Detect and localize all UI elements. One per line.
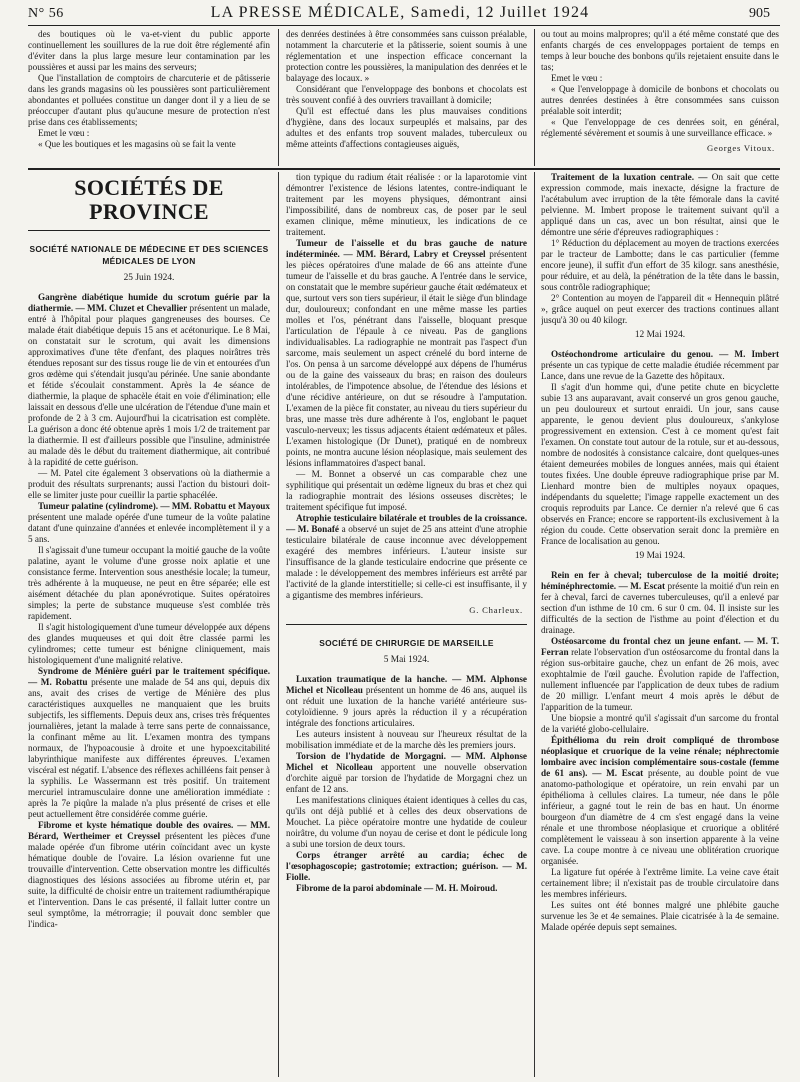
lyon-reports (28, 292, 270, 930)
header-rule (28, 25, 780, 26)
report-text: présente une malade de 54 ans qui, depuis dix ans, avait des crises de vertige de Ménière des plus caractéristiques auxquelles ne manquaient que les bruits subjectifs, les sifflements. Depuis deux ans, crises très fréquentes journalières, jetant la malade à terre sans perte de connaissance, la confinant même au lit. L'examen montra des tympans normaux, de l'hypoacousie à droite et une hypoexcitabilité labyrinthique manifeste aux différentes épreuves. L'examen viscéral est négatif. L'absence des réflexes achilléens fait penser à la syphilis. Le Wassermann est très positif. Un traitement mercuriel intramusculaire donne une amélioration immédiate : après la 7e piqûre la malade n'a plus présenté de crises et elle peut actuellement être considérée comme guérie. (28, 677, 270, 819)
column-1 (28, 172, 270, 1077)
report-text: On sait que cette expression commode, mais inexacte, désigne la fracture de l'acétabulum avec irruption de la tête fémorale dans la cavité pelvienne. M. Imbert propose le traitement suivant qu'il a appliqué dans un cas, avec un bon résultat, ainsi que le démontre une série d'épreuves radiographiques : (541, 172, 779, 237)
report-heading: Ostéosarcome du frontal chez un jeune enfant. — M. T. Ferran (541, 636, 779, 657)
report-paragraph (541, 735, 779, 867)
report-paragraph (28, 545, 270, 622)
report-paragraph (286, 729, 527, 751)
top-column-3 (541, 29, 779, 166)
lyon-reports-continued (286, 172, 527, 601)
report-text: 2° Contention au moyen de l'appareil dit « Hennequin plâtré », grâce auquel on peut exercer des tractions continues allant jusqu'à 30 ou 40 kilogr. (541, 293, 779, 325)
section-rule (28, 168, 780, 170)
running-head (0, 0, 800, 26)
report-text: — M. Patel cite également 3 observations où la diathermie a produit des résultats surprenants; aussi l'action du bistouri doit-elle se limiter juste pour cueillir la partie sphacélée. (28, 468, 270, 500)
column-3 (541, 172, 779, 1077)
report-paragraph (28, 501, 270, 545)
society-lyon: SOCIÉTÉ NATIONALE DE MÉDECINE ET DES SCIENCES MÉDICALES DE LYON (29, 244, 269, 266)
top-column-1 (28, 29, 270, 166)
report-paragraph (286, 513, 527, 601)
signature-charleux: G. Charleux. (469, 605, 523, 615)
column-divider (534, 172, 535, 1077)
column-divider (278, 172, 279, 1077)
report-heading: Luxation traumatique de la hanche. — MM. Alphonse Michel et Nicolleau (286, 674, 527, 695)
report-paragraph (541, 349, 779, 382)
date-lyon: 25 Juin 1924. (123, 273, 175, 283)
marseille-reports (286, 674, 527, 894)
date-marseille: 5 Mai 1924. (383, 655, 430, 665)
top-col1-p1: des boutiques où le va-et-vient du public apporte continuellement les souillures de la rue doit être réglementé afin d'éviter dans la plus large mesure leur contamination par les poussières et aussi par les mains des serveurs; (28, 29, 270, 72)
top-column-2 (286, 29, 527, 166)
report-heading: Gangrène diabétique humide du scrotum guérie par la diathermie. — MM. Cluzet et Chevallier (28, 292, 270, 313)
report-paragraph (541, 713, 779, 735)
report-paragraph (28, 666, 270, 820)
column-divider (534, 29, 535, 166)
report-text: présentent un malade, entré à l'hôpital pour plaques gangreneuses des bourses. Ce malade était diabétique depuis 15 ans et acétonurique. Le 8 Mai, on constatait sur le scrotum, qui avait les dimensions approximatives d'une tête d'enfant, des plaques noirâtres très étendues reposant sur des tissus rouge lie de vin et entourées d'un gros œdème qui s'étendait jusqu'au périnée. Une sanie abondante et fétide s'écoulait constamment. Après la 4e séance de diathermie, la plaque de sphacèle était en voie d'élimination; elle laissait en dessous d'elle une ulcération de l'étendue d'une main et profonde de 2 à 3 cm. Aujourd'hui la cicatrisation est complète. La guérison a donc été obtenue après 1 mois 1/2 de traitement par la diathermie. Il est d'ailleurs possible que l'insuline, administrée au malade dès le début du traitement diathermique, ait contribué à la rapidité de cette guérison. (28, 303, 270, 467)
top-col2-p3: Qu'il est effectué dans les plus mauvaises conditions d'hygiène, dans des locaux surpeuplés et malsains, par des adultes et des enfants trop souvent malades, tuberculeux ou même atteints d'affections contagieuses aiguës, (286, 106, 527, 149)
report-text: apportent une nouvelle observation d'orchite aiguë par torsion de l'hydatide de Morgagni chez un enfant de 12 ans. (286, 762, 527, 794)
report-text: relate l'observation d'un ostéosarcome du frontal dans la région sus-orbitaire gauche, chez un enfant de 26 mois, avec exophtalmie de l'œil gauche. Évolution rapide de l'affection, nullement influencée par l'application de deux tubes de radium de 20 milligr. L'enfant meurt 4 mois après le début de l'apparition de la tumeur. (541, 647, 779, 712)
report-text: Les suites ont été bonnes malgré une phlébite gauche survenue les 3e et 4e semaines. Plaie cicatrisée à la 4e semaine. Malade opérée depuis sept semaines. (541, 900, 779, 932)
report-text: La ligature fut opérée à l'extrême limite. La veine cave était certainement libre; il n'existait pas de trouble circulatoire dans les membres inférieurs. (541, 867, 779, 899)
top-col1-p3: Emet le vœu : (38, 128, 90, 138)
signature-vitoux: Georges Vitoux. (707, 143, 775, 153)
top-col2-p1: des denrées destinées à être consommées sans cuisson préalable, notamment la charcuterie et la pâtisserie, soient soumis à une réglementation et une inspection efficace concernant la protection contre les poussières, la manipulation des denrées et le balayage des locaux. » (286, 29, 527, 83)
report-heading: Fibrome de la paroi abdominale — M. H. Moiroud. (296, 883, 498, 893)
top-col3-p3: « Que l'enveloppage à domicile de bonbons et chocolats ou autres denrées destinées à être consommées sans cuisson préalable soit interdit; (541, 84, 779, 116)
reports-12-mai (541, 349, 779, 547)
report-paragraph (541, 238, 779, 293)
report-paragraph (286, 172, 527, 238)
report-text: présente la moitié d'un rein en fer à cheval, farci de cavernes tuberculeuses, qu'il a enlevé par section d'un isthme de 10 cm. 6 sur 0 cm. 04. Il insiste sur les difficultés de la section de l'isthme au point d'élection et du drainage. (541, 581, 779, 635)
report-paragraph (541, 172, 779, 238)
report-text: tion typique du radium était réalisée : or la laparotomie vint démontrer l'existence de lésions latentes, contre-indiquant le traitement par les moyens physiques, démontrant ainsi l'impossibilité, dans de nombreux cas, de poser par le seul examen clinique, même minutieux, les indications de ce traitement. (286, 172, 527, 237)
reports-19-mai (541, 570, 779, 933)
report-heading: Épithélioma du rein droit compliqué de thrombose néoplasique et cruorique de la veine rénale; néphrectomie lombaire avec incision complémentaire sous-costale (femme de 61 ans). — M. Escat (541, 735, 779, 778)
report-paragraph (286, 751, 527, 795)
report-heading: Torsion de l'hydatide de Morgagni. — MM. Alphonse Michel et Nicolleau (286, 751, 527, 772)
journal-title: LA PRESSE MÉDICALE, Samedi, 12 Juillet 1924 (210, 4, 590, 21)
report-paragraph (28, 292, 270, 468)
report-paragraph (541, 293, 779, 326)
report-text: a observé un sujet de 25 ans atteint d'une atrophie testiculaire bilatérale de cause inconnue avec développement exagéré des membres inférieurs. L'auteur insiste sur l'insuffisance de la glande testiculaire endocrine que présente ce malade : le développement des membres inférieurs est arrêté par l'activité de la glande interstitielle; si celle-ci est insuffisante, il y a gigantisme des membres inférieurs. (286, 524, 527, 600)
report-heading: Corps étranger arrêté au cardia; échec de l'œsophagoscopie; gastrotomie; extraction; guérison. — M. Fiolle. (286, 850, 527, 882)
report-heading: Atrophie testiculaire bilatérale et troubles de la croissance. — M. Bonafé (286, 513, 527, 534)
report-text: présentent une malade opérée d'une tumeur de la voûte palatine datant d'une quinzaine d'années et enlevée incomplètement il y a 5 ans. (28, 512, 270, 544)
date-19-mai: 19 Mai 1924. (634, 551, 686, 561)
folio: 905 (749, 6, 770, 21)
report-text: Les auteurs insistent à nouveau sur l'heureux résultat de la mobilisation immédiate et de la marche dès les premiers jours. (286, 729, 527, 750)
report-paragraph (286, 674, 527, 729)
report-text: Il s'agit histologiquement d'une tumeur développée aux dépens des glandes muqueuses et qui doit être classée parmi les cylindromes; cette tumeur est bénigne cliniquement, mais histologiquement d'une malignité relative. (28, 622, 270, 665)
title-rule (28, 230, 270, 231)
report-text: présentent un homme de 46 ans, auquel ils ont réduit une luxation de la hanche variété antérieure sus-cotyloïdienne. 9 jours après la réduction il y a récupération intégrale des fonctions articulaires. (286, 685, 527, 728)
report-paragraph (541, 382, 779, 547)
report-text: Il s'agissait d'une tumeur occupant la moitié gauche de la voûte palatine, ayant le volume d'une grosse noix aplatie et une consistance ferme. Intervention sous anesthésie locale; la tumeur, très adhérente à la muqueuse, ne peut en être séparée; elle est aisément détachée du plan aponévrotique. Suites opératoires simples; la perte de substance muqueuse s'est comblée très rapidement. (28, 545, 270, 621)
report-heading: Traitement de la luxation centrale. — (551, 172, 708, 182)
report-heading: Tumeur de l'aisselle et du bras gauche de nature indéterminée. — MM. Bérard, Labry et Creyssel (286, 238, 527, 259)
top-col1-p4: « Que les boutiques et les magasins où se fait la vente (38, 139, 236, 149)
report-text: 1° Réduction du déplacement au moyen de tractions exercées par le tracteur de Lambotte; dans le cas particulier (femme encore jeune), il suffit d'un effort de 35 kilogr. sans anesthésie, pour réduire, et au delà, la pénétration de la tête dans le bassin, sous contrôle radiographique; (541, 238, 779, 292)
report-paragraph (541, 636, 779, 713)
report-text: présentent les pièces opératoires d'une malade de 66 ans atteinte d'une tumeur de l'aisselle et du bras gauche. A l'entrée dans le service, on constatait que le membre supérieur gauche était œdémateux et que, surtout vers son tiers supérieur, il était le siège d'un blindage dur, douloureux; confondant en une même masse les parties molles et l'os, pénétrant dans l'aisselle, bloquant presque l'articulation de l'épaule à ce niveau. Pas de ganglions individualisables. La radiographie ne montrait pas l'aspect d'un sarcome, mais seulement un aspect crénelé du bord interne de l'os. On pensa à un sarcome développé aux dépens de l'humérus ou de la gaine des vaisseaux du bras; en raison des douleurs intolérables, de l'impotence absolue, de l'étendue des lésions et d'une récidive antérieure, on dut se résoudre à l'amputation. L'examen de la pièce fit constater, au niveau du tiers supérieur du bras, une masse très dure adhérente à l'os, englobant le paquet vasculo-nerveux; les tissus adjacents étaient œdémateux et pâles. L'examen histologique (Dr Dunet), pratiqué en de nombreux points, ne montra aucune lésion néoplasique, mais seulement des lésions inflammatoires d'aspect banal. (286, 249, 527, 468)
report-heading: Ostéochondrome articulaire du genou. — M. Imbert (551, 349, 779, 359)
report-heading: Fibrome et kyste hématique double des ovaires. — MM. Bérard, Wertheimer et Creyssel (28, 820, 270, 841)
report-paragraph (286, 238, 527, 469)
report-paragraph (28, 468, 270, 501)
report-paragraph (286, 469, 527, 513)
top-col3-p4: « Que l'enveloppage de ces denrées soit, en général, réglementé sévèrement et soumis à une surveillance efficace. » (541, 117, 779, 138)
report-text: Il s'agit d'un homme qui, d'une petite chute en bicyclette subie 13 ans auparavant, avait conservé un gros genou gauche, un peu douloureux et surtout enraidi. Un jour, sans cause apparente, le genou devient plus douloureux, s'ankylose progressivement en extension. C'est à ce moment qu'est fait l'examen. On constate tout autour de la rotule, sur et au-dessous, nombre de nodosités à consistance calcaire, dont quelques-unes étaient demeurées mobiles de longues années, mais qui étaient toutes fixées. Une double épreuve radiographique prise par M. Lienhard montre bien de multiples noyaux opaques, indépendants du squelette; l'image rappelle exactement un des croquis reproduits par Lance. Ce dernier n'a relevé que 6 cas observés en France; encore se rapportent-ils exclusivement à la région du coude. Cette observation serait donc la première en France de localisation au genou. (541, 382, 779, 546)
top-col3-p2: Emet le vœu : (551, 73, 603, 83)
column-2 (286, 172, 527, 1077)
report-text: Les manifestations cliniques étaient identiques à celles du cas, qu'ils ont déjà publié et à celles des deux observations de Mouchet. La pièce opératoire montre une hydatide de couleur noirâtre, du volume d'un noyau de cerise et dont le pédicule long a subi une torsion de deux tours. (286, 795, 527, 849)
marseille-reports-continued (541, 172, 779, 326)
page-number: N° 56 (28, 6, 64, 21)
report-text: présente, au double point de vue anatomo-pathologique et opératoire, un rein envahi par un épithélioma à cellules claires. La tumeur, née dans le pôle inférieur, a gagné tout le rein de bas en haut. Un énorme bourgeon d'un diamètre de 4 cm s'est engagé dans la veine rénale et une thrombose néoplasique et cruorique a oblitéré complètement le vaisseau à son insertion apparente à la veine cave. La coupe montre à ce niveau une oblitération cruorique organisée. (541, 768, 779, 866)
report-text: présentent les pièces d'une malade opérée d'un fibrome utérin coïncidant avec un kyste hématique double de l'ovaire. La lésion ovarienne fut une trouvaille d'intervention. Cette observation montre les difficultés diagnostiques des lésions associées au fibrome utérin et, par suite, la difficulté de choisir entre un traitement radiumthérapique et l'intervention. Dans le cas présenté, il fallait lutter contre un seul symptôme, la métrorragie; il pouvait donc sembler que l'indica- (28, 831, 270, 929)
report-heading: Syndrome de Ménière guéri par le traitement spécifique. — M. Robattu (28, 666, 270, 687)
report-paragraph (541, 570, 779, 636)
report-paragraph (286, 883, 527, 894)
section-title: SOCIÉTÉS DE PROVINCE (74, 175, 224, 224)
report-paragraph (541, 867, 779, 900)
top-col1-p2: Que l'installation de comptoirs de charcuterie et de pâtisserie dans les grands magasins où les poussières sont particulièrement abondantes et polluées constitue un danger dont il y a lieu de se préoccuper d'autant plus qu'aucune mesure de protection n'est prise dans ces établissements; (28, 73, 270, 127)
column-divider (278, 29, 279, 166)
report-text: présente un cas typique de cette maladie étudiée récemment par Lance, dans une revue de la Gazette des hôpitaux. (541, 360, 779, 381)
report-text: — M. Bonnet a observé un cas comparable chez une syphilitique qui présentait un œdème ligneux du bras et chez qui la radiographie montrait des lésions osseuses discrètes; le traitement spécifique fut imposé. (286, 469, 527, 512)
report-paragraph (28, 622, 270, 666)
report-paragraph (286, 795, 527, 850)
report-paragraph (286, 850, 527, 883)
top-col2-p2: Considérant que l'enveloppage des bonbons et chocolats est très souvent confié à des ouvriers travaillant à domicile; (286, 84, 527, 105)
section-separator (286, 624, 527, 625)
date-12-mai: 12 Mai 1924. (634, 330, 686, 340)
report-paragraph (541, 900, 779, 933)
top-col3-p1: ou tout au moins malpropres; qu'il a été même constaté que des enfants chargés de ces enveloppages portaient de temps en temps à leur bouche des bonbons qu'ils rejetaient ensuite dans le tas; (541, 29, 779, 72)
report-heading: Tumeur palatine (cylindrome). — MM. Robattu et Mayoux (38, 501, 270, 511)
report-heading: Rein en fer à cheval; tuberculose de la moitié droite; héminéphrectomie. — M. Escat (541, 570, 779, 591)
report-text: Une biopsie a montré qu'il s'agissait d'un sarcome du frontal de la variété globo-cellulaire. (541, 713, 779, 734)
society-marseille: SOCIÉTÉ DE CHIRURGIE DE MARSEILLE (319, 638, 494, 648)
report-paragraph (28, 820, 270, 930)
